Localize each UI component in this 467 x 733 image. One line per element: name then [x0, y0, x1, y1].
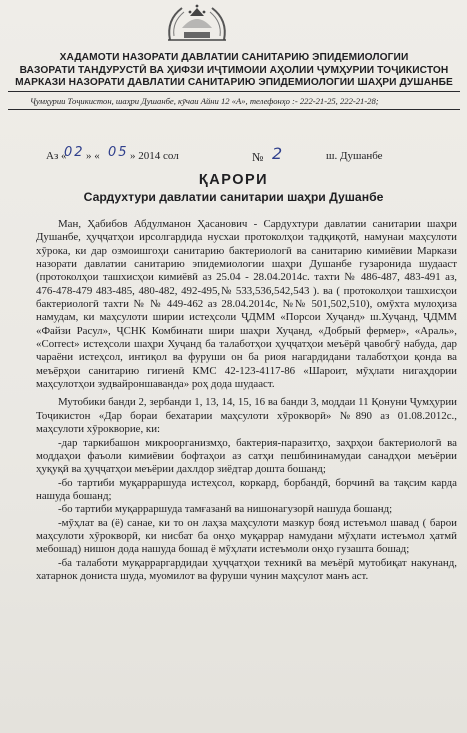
state-emblem-icon	[164, 2, 230, 42]
list-item-5: -ба талаботи муқарраргардидаи ҳуҷҷатҳои техникӣ ва меъёрӣ мутобиқат накунанд, хатарнок дониста шуда, муомилот ва фуруши чунин маҳсулот манъ аст.	[36, 556, 457, 582]
org-line-1: ХАДАМОТИ НАЗОРАТИ ДАВЛАТИИ САНИТАРИЮ ЭПИДЕМИОЛОГИИ	[59, 52, 409, 63]
org-line-3: МАРКАЗИ НАЗОРАТИ ДАВЛАТИИ САНИТАРИЮ ЭПИДЕМИОЛОГИИ ШАҲРИ ДУШАНБЕ	[15, 77, 453, 89]
list-item-1: -дар таркибашон микроорганизмҳо, бактерия-паразитҳо, заҳрҳои бактериологӣ ва моддаҳои фаъоли кимиёвии бофтаҳои аз сатҳи пешбининамудаи санадҳои меъёрии ҳуқуқӣ ва ҳуҷҷатҳои меъёрии дахлдор зиёдтар дошта бошанд;	[36, 436, 457, 476]
document-number: 2	[272, 144, 283, 163]
paragraph-2: Мутобики банди 2, зербанди 1, 13, 14, 15, 16 ва банди 3, моддаи 11 Қонуни Ҷумҳурии Тоҷикистон «Дар бораи бехатарии маҳсулоти хӯрокворӣ» №890 аз 01.08.2012с., маҳсулоти хӯроквориe, ки:	[36, 396, 457, 436]
organization-header	[8, 52, 460, 90]
list-item-3: -бо тартиби муқарраршуда тамғазанӣ ва нишонагузорӣ нашуда бошанд;	[58, 503, 393, 516]
org-line-2: ВАЗОРАТИ ТАНДУРУСТӢ ВА ҲИФЗИ ИҶТИМОИИ АҲОЛИИ ҶУМҲУРИИ ТОҶИКИСТОН	[19, 64, 449, 76]
list-item-4: -мӯҳлат ва (ё) санае, ки то он лаҳза маҳсулоти мазкур бояд истеъмол шавад ( барои маҳсулоти хӯрокворӣ, ки нисбат ба онҳо муқаррар намудани мӯҳлати истеъмол ҳатмӣ мебошад) нишон дода нашуда бошад ё мӯҳлати истеъмоли онҳо гузашта бошад;	[36, 516, 457, 556]
date-month: 05	[108, 145, 129, 160]
date-mid: » «	[86, 150, 100, 162]
header-rule-top	[8, 91, 460, 92]
document-body	[36, 218, 457, 583]
contact-address: Ҷумҳурии Тоҷикистон, шаҳри Душанбе, кӯчаи Айни 12 «А», телефонҳо :- 222-21-25, 222-21-28;	[30, 96, 379, 106]
header-rule-bottom	[8, 109, 460, 110]
date-suffix: » 2014 сол	[130, 150, 179, 162]
number-label: №	[252, 150, 264, 164]
date-prefix: Аз «	[46, 150, 67, 162]
document-subtitle: Сардухтури давлатии санитарии шаҳри Душанбе	[83, 190, 384, 204]
reference-line	[46, 146, 446, 166]
date-day: 02	[64, 145, 85, 160]
document-title: ҚАРОРИ	[198, 172, 269, 188]
list-item-2: -бо тартиби муқарраршуда истеҳсол, коркард, борбандӣ, борчинӣ ва тақсим карда нашуда бошанд;	[36, 476, 457, 502]
document-city: ш. Душанбе	[326, 150, 383, 162]
paragraph-1: Ман, Ҳабибов Абдулманон Ҳасанович - Сардухтури давлатии санитарии шаҳри Душанбе, ҳуҷҷатҳои ирсолгардида нусхаи протоколҳои тадқиқотӣ, намунаи маҳсулоти хӯрока, ки дар озмоишгоҳи санитарию бактериологӣ ва санитарию кимиёвии Маркази назорати давлатии санитарию эпидемиологии шаҳри Душанбе гузаронида шудааст (протоколҳои ташхисҳои кимиёвӣ аз 25.04 - 28.04.2014с. тахти № 486-487, 483-491 аз, 476-478-479 483-485, 480-482, 492-495,№ 533,536,542,543 ). ва ( протоколҳои ташхисҳои бактериологӣ тахти № № 449-462 аз 28.04.2014с, №№ 501,502,510), омӯхта мулоҳиза намудам, ки маҳсулоти ширии истеҳсоли ҶДММ «Порсои Хуҷанд» ш.Хуҷанд, ҶДММ «Файзи Расул», ҶСНК Комбинати шири шаҳри Хуҷанд, «Добрый фермер», «Араль», «Correct» истеҳсоли шаҳри Хуҷанд ба талаботҳои ҳуҷҷатҳои меъёрӣ ҷавобгӯ набуда, дар чараёни истеҳсол, интиқол ва фуруши он ба риоя нагардидани талаботҳои қонда ва меъёрҳои санитарию гигиенӣ КМС 42-123-4117-86 «Шароит, мӯҳлати нигаҳдории маҳсулотҳои зудвайроншаванда» роҳ дода шудааст.	[36, 218, 457, 391]
